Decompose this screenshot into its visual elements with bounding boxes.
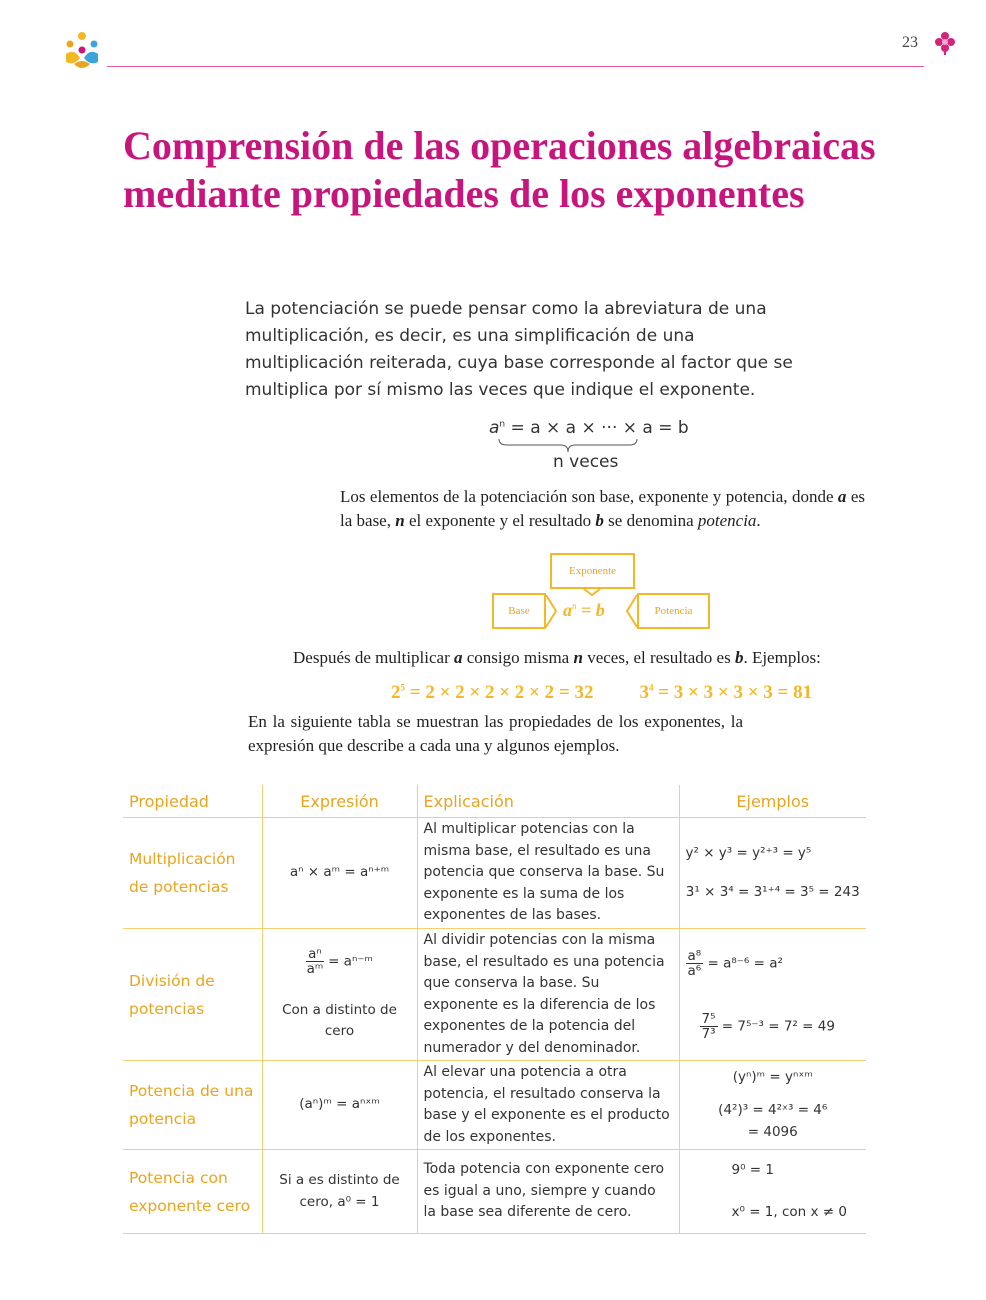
row-ejemplos xyxy=(679,1150,866,1234)
formula-exponent: n xyxy=(499,419,506,430)
var-b: b xyxy=(595,511,604,530)
header-expresion: Expresión xyxy=(262,785,417,818)
diagram-eq-base: a xyxy=(563,600,572,620)
row-ejemplos xyxy=(679,929,866,1061)
header-explicacion: Explicación xyxy=(417,785,679,818)
row-explicacion: Toda potencia con exponente cero es igual a uno, siempre y cuando la base sea diferente de cero. xyxy=(417,1150,679,1234)
text-segment: consigo misma xyxy=(462,648,574,667)
diagram-eq-exp: n xyxy=(572,601,577,611)
text-segment: Después de multiplicar xyxy=(293,648,454,667)
term-potencia: potencia xyxy=(697,511,757,530)
var-n: n xyxy=(573,648,583,667)
fraction-denominator: a⁶ xyxy=(687,962,702,979)
fraction-denominator: 7³ xyxy=(701,1025,716,1042)
example-2 xyxy=(639,682,812,703)
text-segment: el exponente y el resultado xyxy=(404,511,596,530)
division-fraction xyxy=(306,947,324,976)
ex1-base: 2 xyxy=(391,682,401,703)
row-propiedad: División de potencias xyxy=(123,929,262,1061)
example-line: = 4096 xyxy=(747,1123,798,1140)
diagram-exponente-box: Exponente xyxy=(550,553,635,589)
page-number: 23 xyxy=(902,34,918,51)
formula-rhs: = a × a × ··· × a = b xyxy=(505,418,689,438)
text-segment: . Ejemplos: xyxy=(743,648,821,667)
text-segment: veces, el resultado es xyxy=(582,648,735,667)
row-expresion: Si a es distinto de cero, a⁰ = 1 xyxy=(262,1150,417,1234)
formula-base: a xyxy=(489,418,500,438)
fraction-numerator: 7⁵ xyxy=(701,1010,716,1027)
row-expresion: (aⁿ)ᵐ = aⁿˣᵐ xyxy=(262,1061,417,1150)
text-segment: se denomina xyxy=(603,511,698,530)
diagram-eq-rest: = b xyxy=(576,600,605,620)
row-ejemplos xyxy=(679,1061,866,1150)
ex1-rest: = 2 × 2 × 2 × 2 × 2 = 32 xyxy=(405,682,594,703)
var-a: a xyxy=(454,648,463,667)
row-expresion xyxy=(262,929,417,1061)
text-segment: es la base, xyxy=(340,487,865,530)
power-examples xyxy=(391,682,858,704)
example-line: (4²)³ = 4²ˣ³ = 4⁶ xyxy=(718,1102,828,1119)
header-propiedad: Propiedad xyxy=(123,785,262,818)
ex2-base: 3 xyxy=(639,682,649,703)
example-line: y² × y³ = y²⁺³ = y⁵ xyxy=(685,844,812,861)
page-title: Comprensión de las operaciones algebraicas mediante propiedades de los exponentes xyxy=(123,123,876,216)
header-rule xyxy=(107,66,924,67)
table-header-row xyxy=(123,785,866,818)
example-line: (yⁿ)ᵐ = yⁿˣᵐ xyxy=(732,1068,813,1085)
example-line: 9⁰ = 1 xyxy=(731,1162,774,1178)
row-expresion: aⁿ × aᵐ = aⁿ⁺ᵐ xyxy=(262,818,417,929)
example-fraction xyxy=(700,1012,718,1041)
fraction-numerator: aⁿ xyxy=(308,945,322,962)
fraction-numerator: a⁸ xyxy=(687,947,702,964)
row-explicacion: Al elevar una potencia a otra potencia, el resultado conserva la base y el exponente es el producto de los exponentes. xyxy=(417,1061,679,1150)
fraction-denominator: aᵐ xyxy=(306,960,324,977)
despues-paragraph xyxy=(293,646,873,670)
example-1 xyxy=(391,682,593,703)
example-fraction xyxy=(686,949,704,978)
division-expression xyxy=(269,947,411,976)
example-rest: = 7⁵⁻³ = 7² = 49 xyxy=(717,1018,835,1034)
brace-label: n veces xyxy=(553,452,619,472)
exponent-properties-table xyxy=(123,785,866,1234)
diagram-equation xyxy=(563,600,605,621)
ex1-exp: 5 xyxy=(400,682,405,693)
text-segment: . xyxy=(756,511,761,530)
diagram-base-box: Base xyxy=(492,593,546,629)
table-row xyxy=(123,818,866,929)
power-formula xyxy=(489,418,689,438)
text-segment: Los elementos de la potenciación son base, exponente y potencia, donde xyxy=(340,487,838,506)
table-row xyxy=(123,1061,866,1150)
example-line xyxy=(686,1012,861,1041)
example-line xyxy=(686,949,861,978)
header-ejemplos: Ejemplos xyxy=(679,785,866,818)
elements-paragraph xyxy=(340,485,865,533)
row-explicacion: Al dividir potencias con la misma base, el resultado es una potencia que conserva la base. Su exponente es la diferencia de los exponentes de la potencia del numerador y del denominador. xyxy=(417,929,679,1061)
example-rest: = a⁸⁻⁶ = a² xyxy=(703,955,783,971)
intro-paragraph: La potenciación se puede pensar como la abreviatura de una multiplicación, es decir, es una simplificación de una multiplicación reiterada, cuya base corresponde al factor que se multiplica por sí mismo las veces que indique el exponente. xyxy=(245,299,793,400)
division-note: Con a distinto de cero xyxy=(282,1001,397,1039)
row-explicacion: Al multiplicar potencias con la misma base, el resultado es una potencia que conserva la base. Su exponente es la suma de los exponentes de las bases. xyxy=(417,818,679,929)
table-row xyxy=(123,929,866,1061)
var-b: b xyxy=(734,648,744,667)
diagram-potencia-box: Potencia xyxy=(637,593,710,629)
example-line: x⁰ = 1, con x ≠ 0 xyxy=(731,1203,847,1220)
ex2-exp: 4 xyxy=(648,682,654,693)
table-intro-paragraph: En la siguiente tabla se muestran las propiedades de los exponentes, la expresión que describe a cada una y algunos ejemplos. xyxy=(248,712,743,755)
var-n: n xyxy=(395,511,405,530)
colorful-figures-logo-icon xyxy=(60,28,104,72)
ex2-rest: = 3 × 3 × 3 × 3 = 81 xyxy=(653,682,813,703)
table-row xyxy=(123,1150,866,1234)
example-line: 3¹ × 3⁴ = 3¹⁺⁴ = 3⁵ = 243 xyxy=(685,884,860,900)
var-a: a xyxy=(837,487,847,506)
row-ejemplos xyxy=(679,818,866,929)
row-propiedad: Potencia de una potencia xyxy=(123,1061,262,1150)
row-propiedad: Potencia con exponente cero xyxy=(123,1150,262,1234)
division-rest: = aⁿ⁻ᵐ xyxy=(323,953,373,969)
pink-flower-icon xyxy=(934,31,956,55)
row-propiedad: Multiplicación de potencias xyxy=(123,818,262,929)
